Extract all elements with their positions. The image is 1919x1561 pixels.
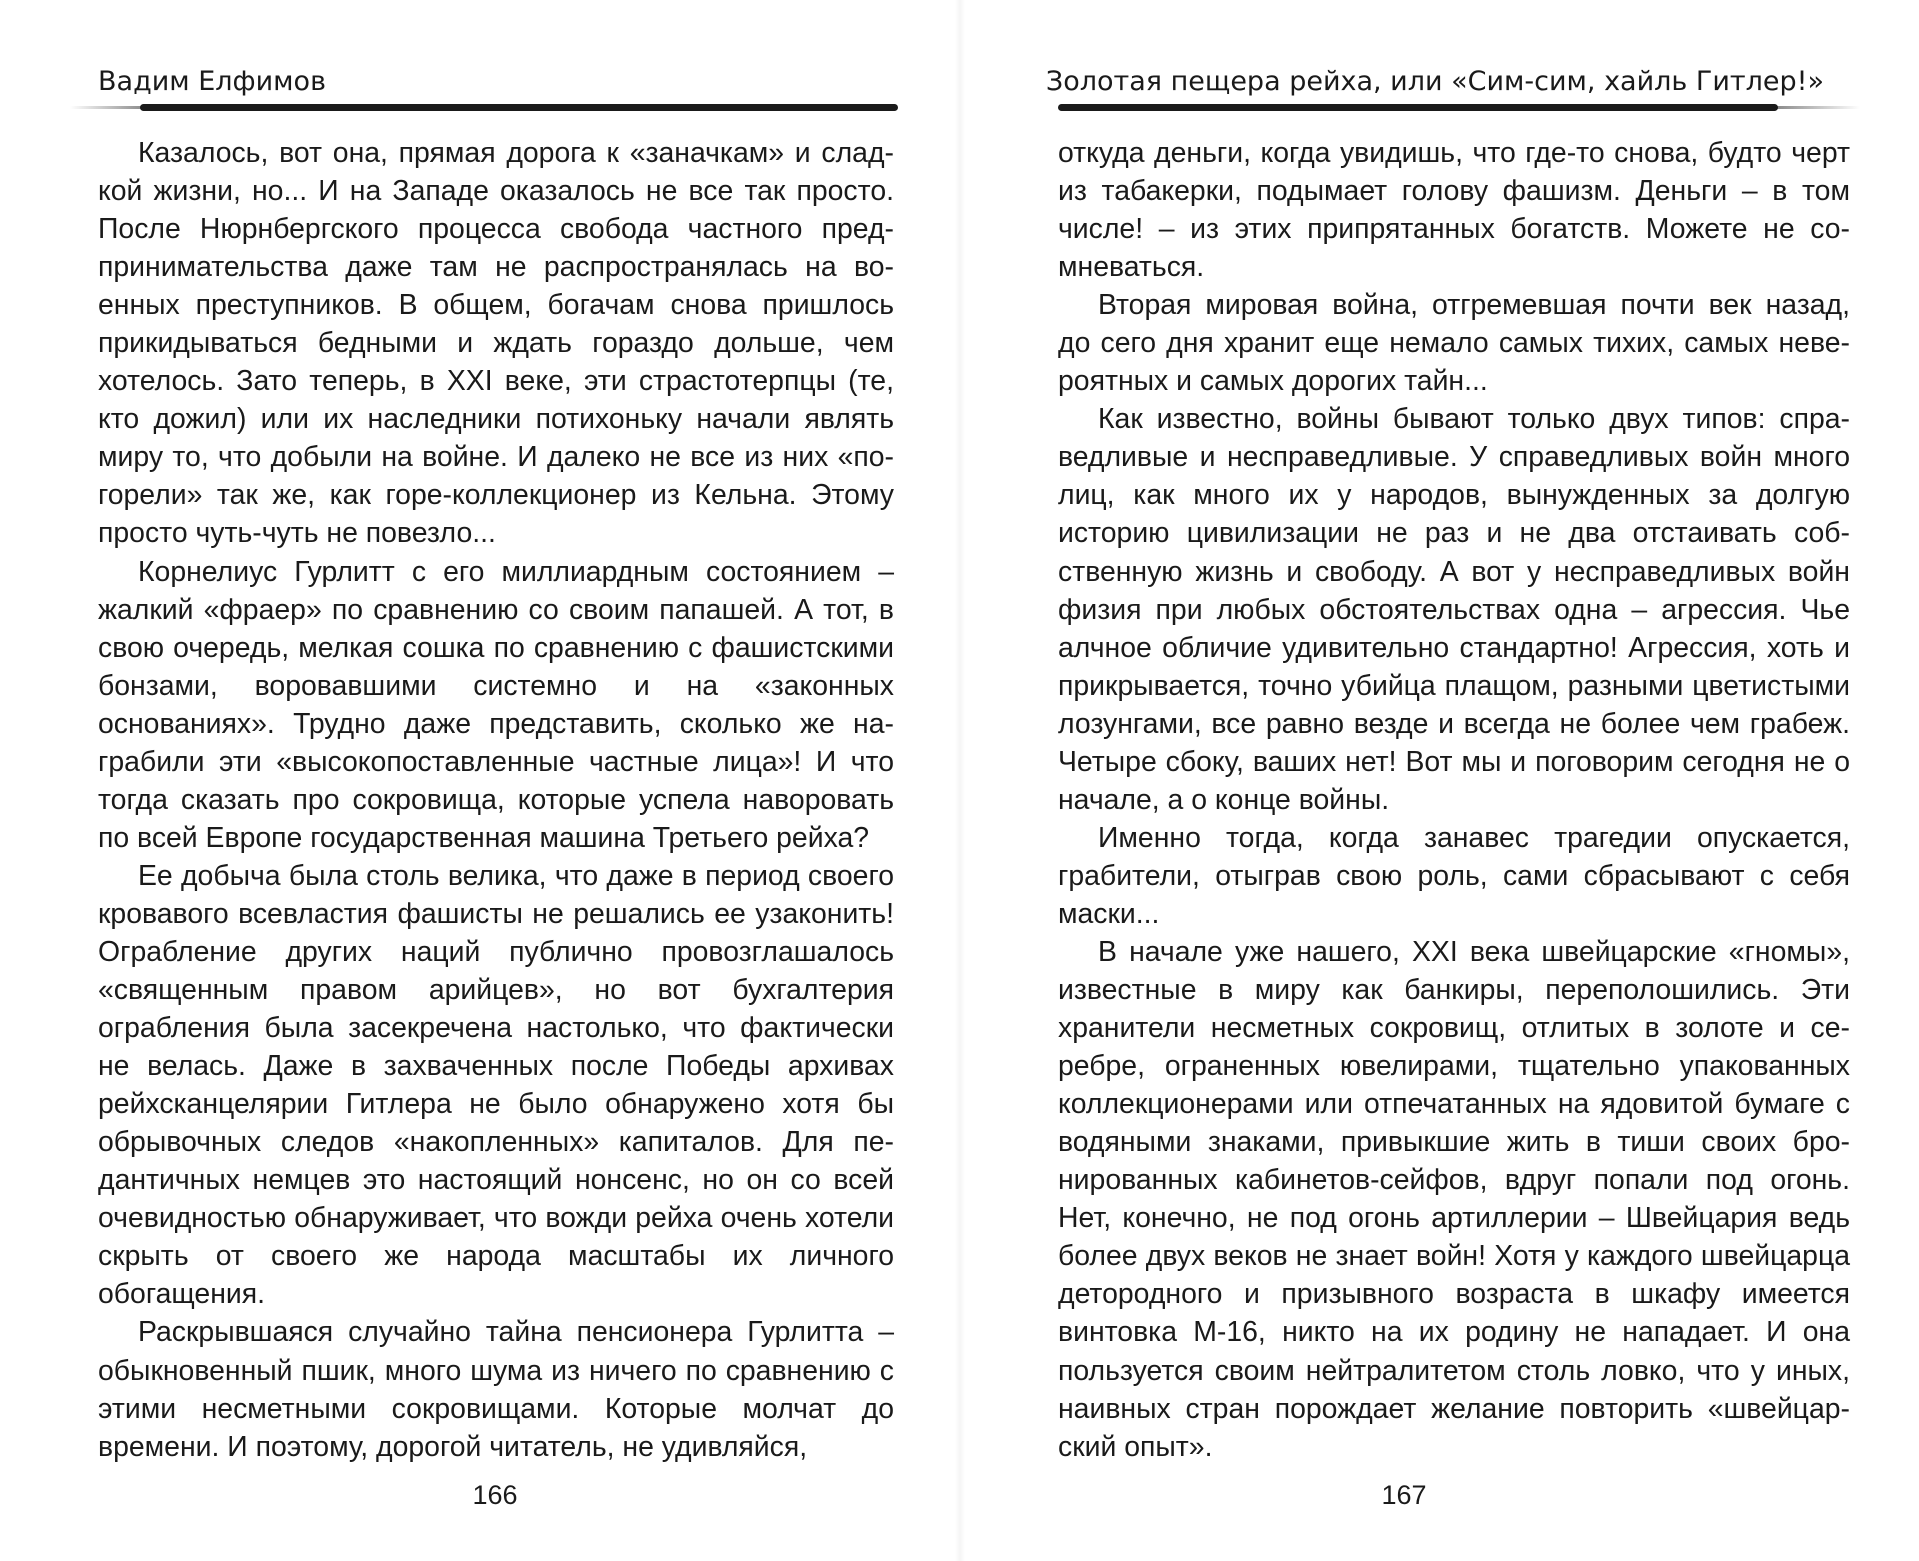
- paragraph: Вторая мировая война, отгремевшая почти век назад, до сего дня хранит еще немало самых тихих, самых невероятных и самых дорогих тайн...: [1058, 289, 1850, 398]
- paragraph: Именно тогда, когда занавес трагедии опускается, грабители, отыграв свою роль, сами сбрасывают с себя маски...: [1058, 821, 1850, 930]
- paragraph: Казалось, вот она, прямая дорога к «заначкам» и сладкой жизни, но... И на Западе оказалось не все так просто. После Нюрнбергского процесса свобода частного предпринимательства даже там не распространялась на военных преступников. В общем, богачам снова пришлось прикидываться бедными и ждать гораздо дольше, чем хотелось. Зато теперь, в XXI веке, эти страстотерпцы (те, кто дожил) или их наследники потихоньку начали являть миру то, что добыли на войне. И далеко не все из них «погорели» так же, как горе-коллекционер из Кельна. Этому просто чуть-чуть не повезло...: [98, 137, 894, 550]
- paragraph: Ее добыча была столь велика, что даже в период своего кровавого всевластия фашисты не решались ее узаконить! Ограбление других наций публично провозглашалось «священным правом арийцев», но вот бухгалтерия ограбления была засекречена настолько, что фактически не велась. Даже в захваченных после Победы архивах рейхсканцелярии Гитлера не было обнаружено хотя бы обрывочных следов «накопленных» капиталов. Для педантичных немцев это настоящий нонсенс, но он со всей очевидностью обнаруживает, что вожди рейха очень хотели скрыть от своего же народа масштабы их личного обогащения.: [98, 859, 894, 1311]
- right-page: [960, 0, 1919, 1561]
- paragraph: Корнелиус Гурлитт с его миллиардным состоянием – жалкий «фраер» по сравнению со своим папашей. А тот, в свою очередь, мелкая сошка по сравнению с фашистскими бонзами, воровавшими системно и на «законных основаниях». Трудно даже представить, сколько же награбили эти «высокопоставленные частные лица»! И что тогда сказать про сокровища, которые успела наворовать по всей Европе государственная машина Третьего рейха?: [98, 555, 894, 854]
- header-rule-fade: [1770, 106, 1860, 109]
- header-rule: [1058, 104, 1778, 111]
- header-rule-fade: [70, 106, 150, 109]
- header-rule: [140, 104, 898, 111]
- right-page-body: [1058, 134, 1850, 1466]
- running-head-author: Вадим Елфимов: [98, 66, 326, 97]
- paragraph: Раскрывшаяся случайно тайна пенсионера Гурлитта – обыкновенный пшик, много шума из ничего по сравнению с этими несметными сокровищами. Которые молчат до времени. И поэтому, дорогой читатель, не удивляйся,: [98, 1316, 894, 1463]
- paragraph: Как известно, войны бывают только двух типов: справедливые и несправедливые. У справедливых войн много лиц, как много их у народов, вынужденных за долгую историю цивилизации не раз и не два отстаивать собственную жизнь и свободу. А вот у несправедливых войн физия при любых обстоятельствах одна – агрессия. Чье алчное обличие удивительно стандартно! Агрессия, хоть и прикрывается, точно убийца плащом, разными цветистыми лозунгами, все равно везде и всегда не более чем грабеж. Четыре сбоку, ваших нет! Вот мы и поговорим сегодня не о начале, а о конце войны.: [1058, 403, 1850, 816]
- page-number: 167: [1381, 1480, 1427, 1510]
- paragraph: В начале уже нашего, XXI века швейцарские «гномы», известные в миру как банкиры, переполошились. Эти хранители несметных сокровищ, отлитых в золоте и серебре, ограненных ювелирами, тщательно упакованных коллекционерами или отпечатанных на ядовитой бумаге с водяными знаками, привыкшие жить в тиши своих бронированных кабинетов-сейфов, вдруг попали под огонь. Нет, конечно, не под огонь артиллерии – Швейцария ведь более двух веков не знает войн! Хотя у каждого швейцарца детородного и призывного возраста в шкафу имеется винтовка М-16, никто на их родину не нападает. И она пользуется своим нейтралитетом столь ловко, что у иных, наивных стран порождает желание повторить «швейцарский опыт».: [1058, 935, 1850, 1463]
- running-head-chapter-title: Золотая пещера рейха, или «Сим-сим, хайль Гитлер!»: [1045, 66, 1824, 97]
- page-number: 166: [472, 1480, 518, 1510]
- left-page-body: [98, 134, 894, 1466]
- paragraph-continued: откуда деньги, когда увидишь, что где-то снова, будто черт из табакерки, подымает голову фашизм. Деньги – в том числе! – из этих припрятанных богатств. Можете не сомневаться.: [1058, 137, 1850, 284]
